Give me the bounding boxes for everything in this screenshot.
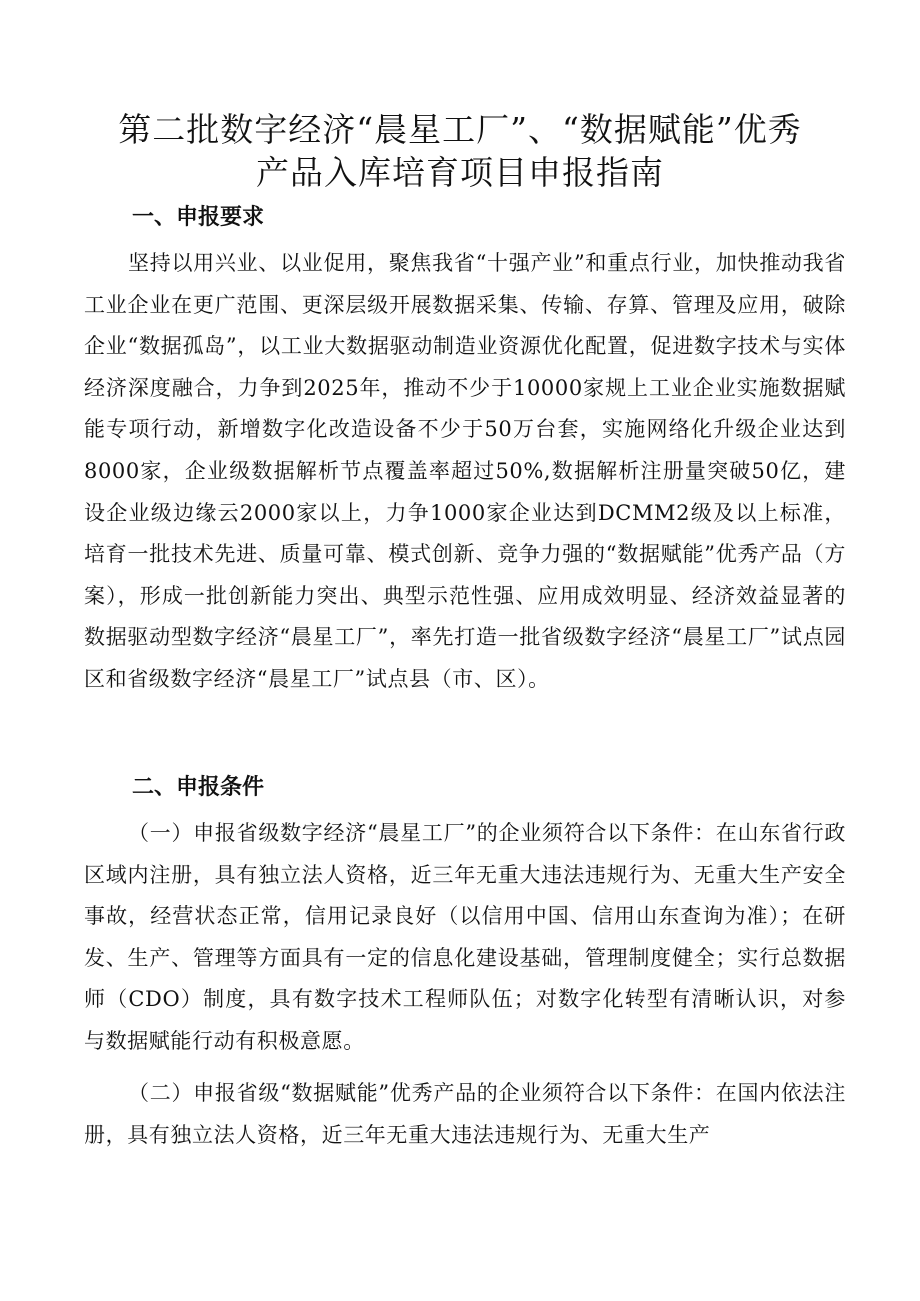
section2-paragraph2: （二）申报省级“数据赋能”优秀产品的企业须符合以下条件：在国内依法注册，具有独立法人资格，近三年无重大违法违规行为、无重大生产 bbox=[84, 1081, 846, 1147]
section2-heading: 二、申报条件 bbox=[132, 775, 265, 800]
document-title-line2: 产品入库培育项目申报指南 bbox=[256, 153, 664, 192]
section2-paragraph1: （一）申报省级数字经济“晨星工厂”的企业须符合以下条件：在山东省行政区域内注册，具有独立法人资格，近三年无重大违法违规行为、无重大生产安全事故，经营状态正常，信用记录良好（以信用中国、信用山东查询为准）；在研发、生产、管理等方面具有一定的信息化建设基础，管理制度健全；实行总数据师（CDO）制度，具有数字技术工程师队伍；对数字化转型有清晰认识，对参与数据赋能行动有积极意愿。 bbox=[84, 821, 846, 1053]
document-title-line1: 第二批数字经济“晨星工厂”、“数据赋能”优秀 bbox=[118, 110, 802, 149]
section1-heading: 一、申报要求 bbox=[132, 205, 265, 230]
section1-paragraph: 坚持以用兴业、以业促用，聚焦我省“十强产业”和重点行业，加快推动我省工业企业在更广范围、更深层级开展数据采集、传输、存算、管理及应用，破除企业“数据孤岛”，以工业大数据驱动制造业资源优化配置，促进数字技术与实体经济深度融合，力争到2025年，推动不少于10000家规上工业企业实施数据赋能专项行动，新增数字化改造设备不少于50万台套，实施网络化升级企业达到8000家，企业级数据解析节点覆盖率超过50%,数据解析注册量突破50亿，建设企业级边缘云2000家以上，力争1000家企业达到DCMM2级及以上标准，培育一批技术先进、质量可靠、模式创新、竞争力强的“数据赋能”优秀产品（方案），形成一批创新能力突出、典型示范性强、应用成效明显、经济效益显著的数据驱动型数字经济“晨星工厂”，率先打造一批省级数字经济“晨星工厂”试点园区和省级数字经济“晨星工厂”试点县（市、区）。 bbox=[84, 251, 846, 691]
